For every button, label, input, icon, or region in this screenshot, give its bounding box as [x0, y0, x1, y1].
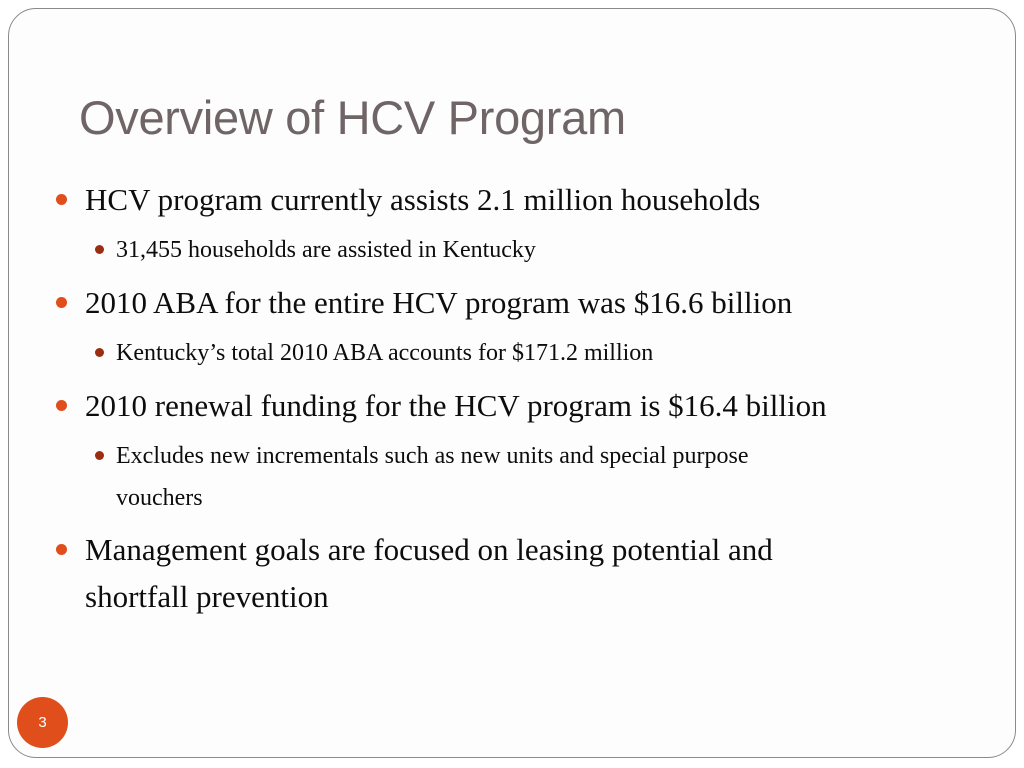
- page-number-badge: 3: [17, 697, 68, 748]
- bullet-text: 2010 ABA for the entire HCV program was $16.6 billion: [85, 285, 793, 320]
- bullet-aba-total: [85, 279, 792, 326]
- slide-title: Overview of HCV Program: [79, 91, 626, 144]
- sub-bullet-excludes: [116, 435, 748, 519]
- bullet-text: HCV program currently assists 2.1 million households: [85, 182, 761, 217]
- bullet-text: 31,455 households are assisted in Kentucky: [116, 237, 536, 263]
- bullet-households: [85, 176, 760, 223]
- bullet-renewal-funding: [85, 382, 827, 429]
- sub-bullet-kentucky-aba: [116, 332, 653, 374]
- bullet-management-goals: [85, 526, 773, 620]
- sub-bullet-kentucky-households: [116, 229, 536, 271]
- bullet-dot-icon: [56, 400, 67, 411]
- bullet-text-line: shortfall prevention: [85, 579, 329, 614]
- sub-bullet-dot-icon: [95, 451, 104, 460]
- bullet-text: Kentucky’s total 2010 ABA accounts for $171.2 million: [116, 340, 654, 366]
- bullet-text-line: vouchers: [116, 485, 203, 511]
- bullet-text: 2010 renewal funding for the HCV program is $16.4 billion: [85, 388, 827, 423]
- bullet-dot-icon: [56, 297, 67, 308]
- bullet-dot-icon: [56, 194, 67, 205]
- bullet-text-line: Excludes new incrementals such as new units and special purpose: [116, 443, 749, 469]
- bullet-text-line: Management goals are focused on leasing potential and: [85, 532, 773, 567]
- sub-bullet-dot-icon: [95, 245, 104, 254]
- sub-bullet-dot-icon: [95, 348, 104, 357]
- bullet-dot-icon: [56, 544, 67, 555]
